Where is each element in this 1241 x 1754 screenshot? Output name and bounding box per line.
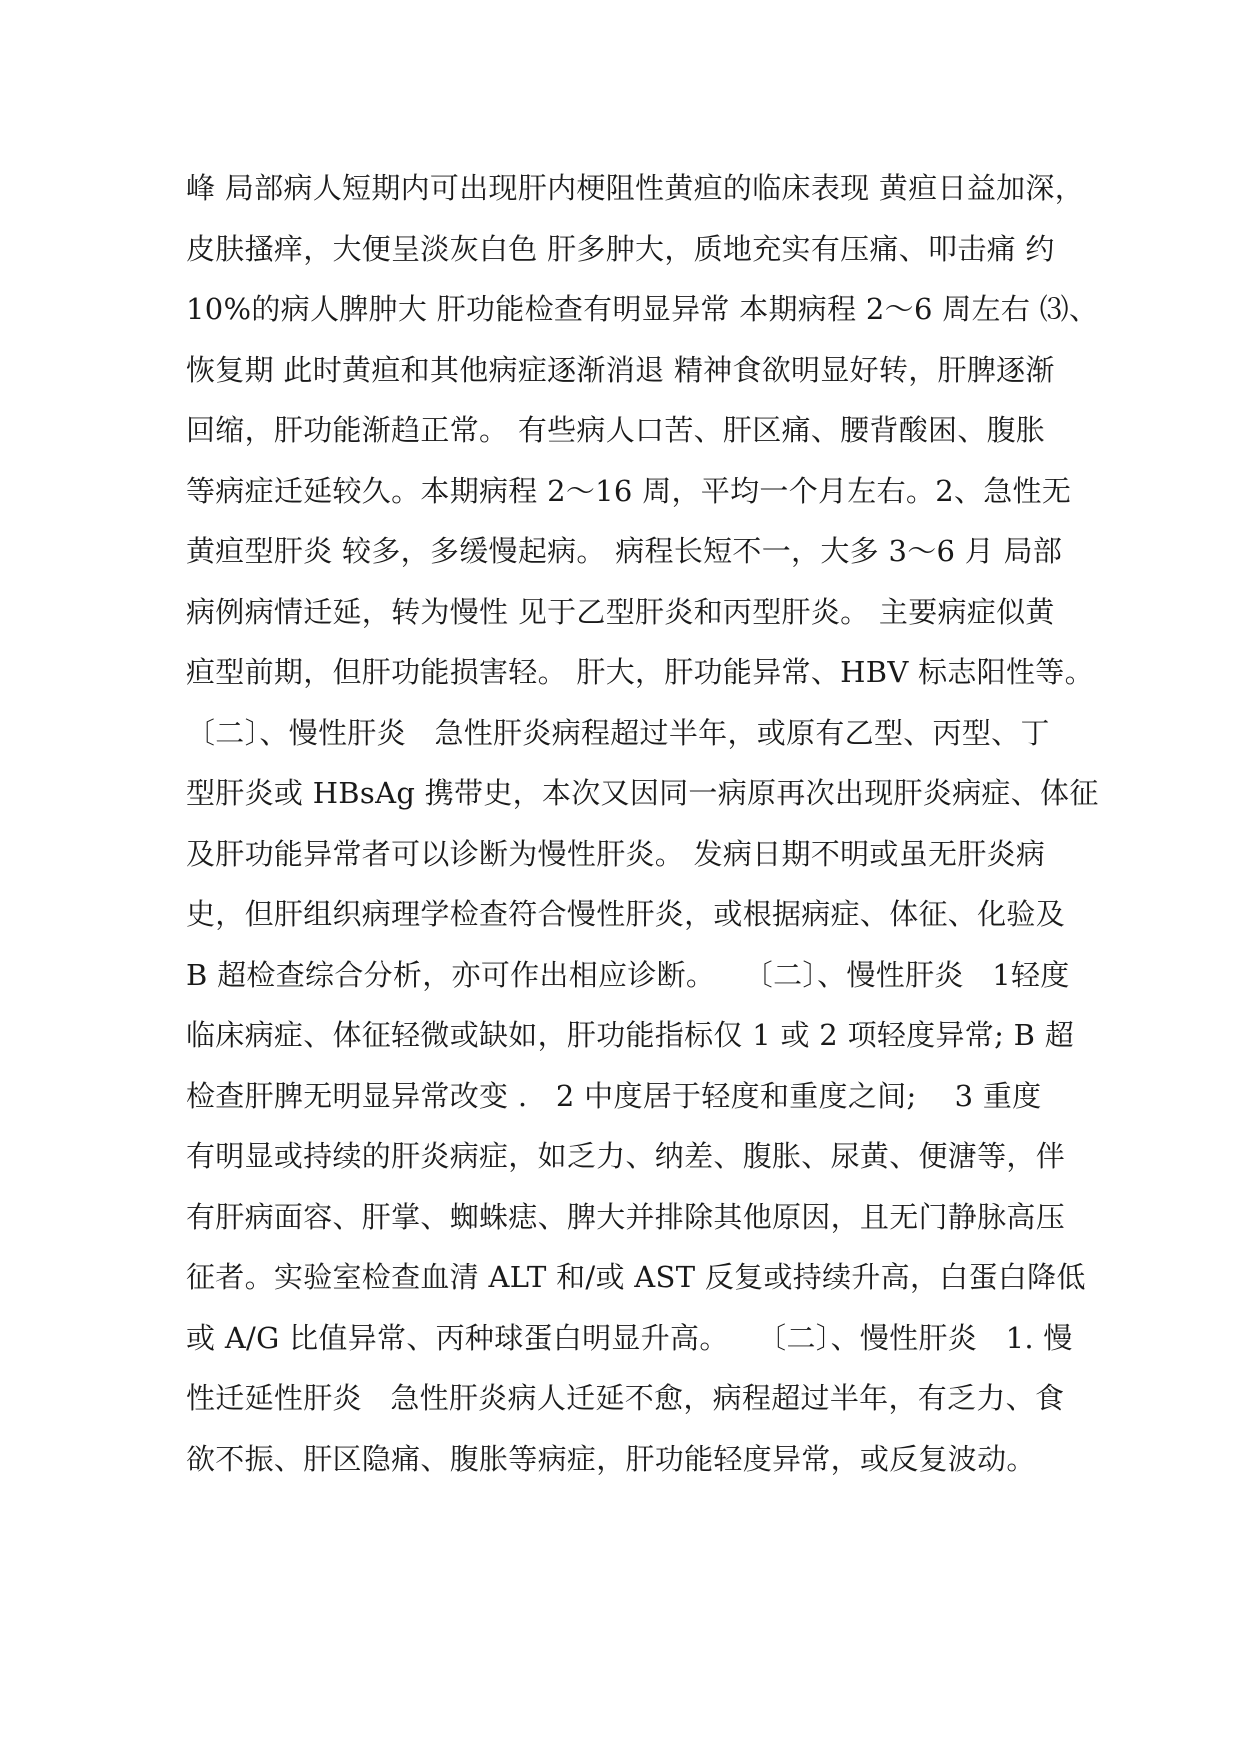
text-line: 欲不振、肝区隐痛、腹胀等病症，肝功能轻度异常，或反复波动。 xyxy=(186,1441,1036,1476)
text-line: 皮肤搔痒，大便呈淡灰白色 肝多肿大，质地充实有压痛、叩击痛 约 xyxy=(186,231,1055,266)
text-line: 〔二〕、慢性肝炎 急性肝炎病程超过半年，或原有乙型、丙型、丁 xyxy=(186,715,1050,750)
text-line: 恢复期 此时黄疸和其他病症逐渐消退 精神食欲明显好转，肝脾逐渐 xyxy=(186,352,1055,387)
text-line: 临床病症、体征轻微或缺如，肝功能指标仅 1 或 2 项轻度异常; B 超 xyxy=(186,1018,1075,1052)
text-line: 等病症迁延较久。本期病程 2～16 周，平均一个月左右。2、急性无 xyxy=(186,473,1072,508)
text-line: 疸型前期，但肝功能损害轻。 肝大，肝功能异常、HBV 标志阳性等。 xyxy=(186,655,1094,689)
body-text xyxy=(186,158,1099,1489)
text-line: 或 A/G 比值异常、丙种球蛋白明显升高。 〔二〕、慢性肝炎 1. 慢 xyxy=(186,1320,1073,1355)
text-line: 性迁延性肝炎 急性肝炎病人迁延不愈，病程超过半年，有乏力、食 xyxy=(186,1381,1065,1415)
text-line: 检查肝脾无明显异常改变 . 2 中度居于轻度和重度之间; 3 重度 xyxy=(186,1078,1042,1113)
text-line: 10%的病人脾肿大 肝功能检查有明显异常 本期病程 2～6 周左右 ⑶、 xyxy=(186,292,1099,326)
text-line: 史，但肝组织病理学检查符合慢性肝炎，或根据病症、体征、化验及 xyxy=(186,897,1066,931)
text-line: 有明显或持续的肝炎病症，如乏力、纳差、腹胀、尿黄、便溏等，伴 xyxy=(186,1139,1066,1173)
text-line: 征者。实验室检查血清 ALT 和/或 AST 反复或持续升高，白蛋白降低 xyxy=(186,1260,1086,1294)
text-line: B 超检查综合分析，亦可作出相应诊断。 〔二〕、慢性肝炎 1轻度 xyxy=(186,957,1070,992)
text-line: 峰 局部病人短期内可出现肝内梗阻性黄疸的临床表现 黄疸日益加深， xyxy=(186,171,1085,205)
text-line: 黄疸型肝炎 较多，多缓慢起病。 病程长短不一，大多 3～6 月 局部 xyxy=(186,534,1063,568)
text-line: 型肝炎或 HBsAg 携带史，本次又因同一病原再次出现肝炎病症、体征 xyxy=(186,776,1099,810)
text-line: 病例病情迁延，转为慢性 见于乙型肝炎和丙型肝炎。 主要病症似黄 xyxy=(186,594,1055,629)
text-line: 有肝病面容、肝掌、蜘蛛痣、脾大并排除其他原因，且无门静脉高压 xyxy=(186,1199,1066,1234)
text-line: 及肝功能异常者可以诊断为慢性肝炎。 发病日期不明或虽无肝炎病 xyxy=(186,836,1046,871)
text-line: 回缩，肝功能渐趋正常。 有些病人口苦、肝区痛、腰背酸困、腹胀 xyxy=(186,413,1046,447)
